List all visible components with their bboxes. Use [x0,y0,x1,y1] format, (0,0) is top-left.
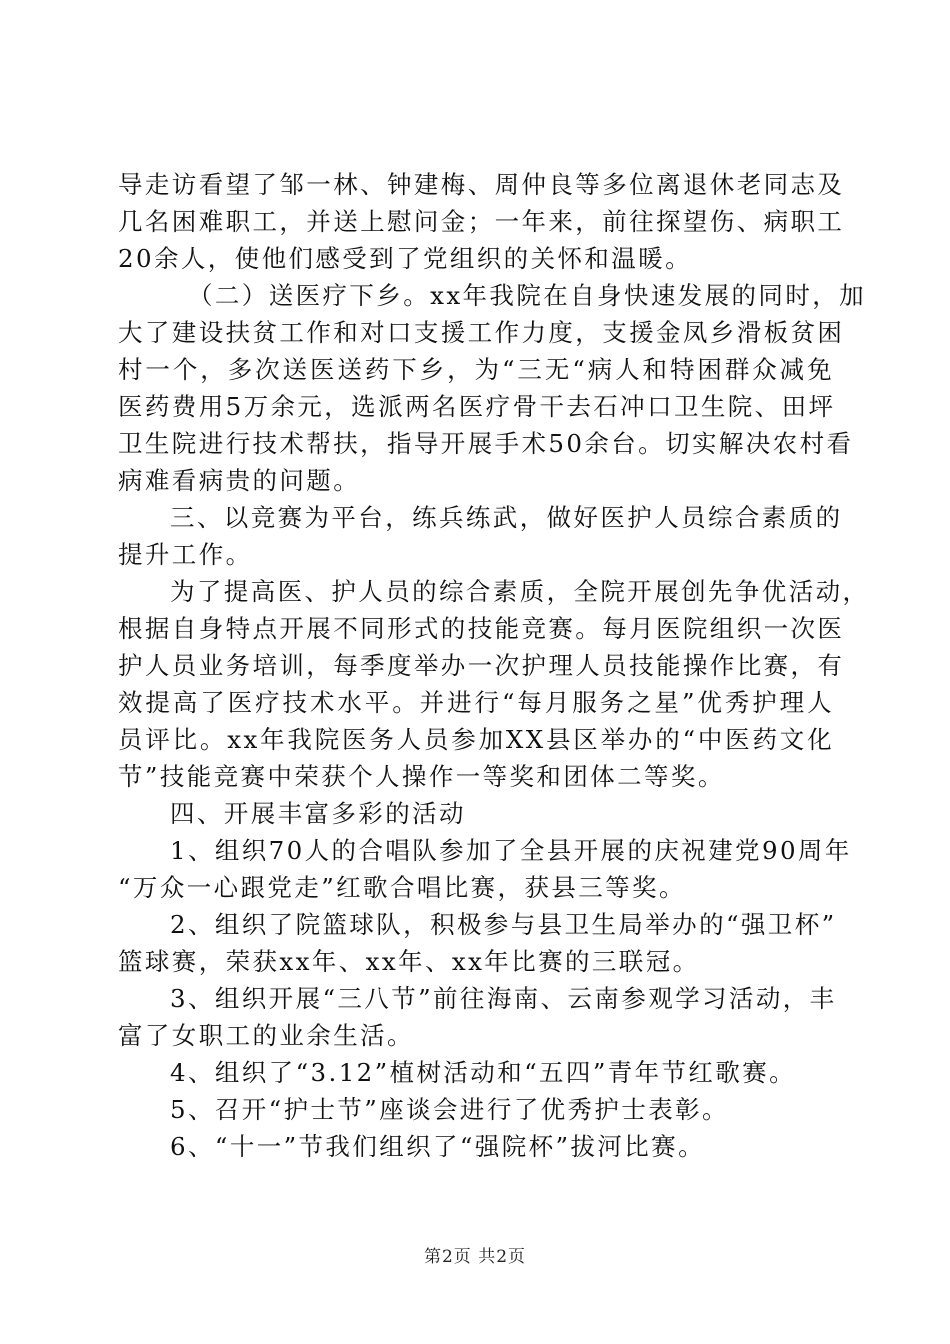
body-line-3: 20余人，使他们感受到了党组织的关怀和温暖。 [118,244,692,273]
section-heading-4: 四、开展丰富多彩的活动 [170,799,466,828]
list-item-1-line-1: 1、组织70人的合唱队参加了全县开展的庆祝建党90周年 [170,836,852,865]
list-item-6: 6、“十一”节我们组织了“强院杯”拔河比赛。 [170,1132,705,1161]
body-line-5: 大了建设扶贫工作和对口支援工作力度，支援金凤乡滑板贫困 [118,318,845,347]
body-line-8: 卫生院进行技术帮扶，指导开展手术50余台。切实解决农村看 [118,429,854,458]
body-line-15: 效提高了医疗技术水平。并进行“每月服务之星”优秀护理人 [118,688,834,717]
body-line-13: 根据自身特点开展不同形式的技能竞赛。每月医院组织一次医 [118,614,845,643]
list-item-2-line-2: 篮球赛，荣获xx年、xx年、xx年比赛的三联冠。 [118,947,700,976]
body-line-6: 村一个，多次送医送药下乡，为“三无“病人和特困群众减免 [118,355,834,384]
body-line-1: 导走访看望了邹一林、钟建梅、周仲良等多位离退休老同志及 [118,170,845,199]
body-line-11: 提升工作。 [118,540,253,569]
list-item-1-line-2: “万众一心跟党走”红歌合唱比赛，获县三等奖。 [118,873,686,902]
page-number-footer: 第2页 共2页 [423,1247,527,1267]
list-item-4: 4、组织了“3.12”植树活动和“五四”青年节红歌赛。 [170,1058,797,1087]
body-line-9: 病难看病贵的问题。 [118,466,361,495]
document-body [118,166,870,1165]
list-item-3-line-2: 富了女职工的业余生活。 [118,1021,414,1050]
body-line-2: 几名困难职工，并送上慰问金；一年来，前往探望伤、病职工 [118,207,845,236]
body-line-16: 员评比。xx年我院医务人员参加XX县区举办的“中医药文化 [118,725,834,754]
list-item-3-line-1: 3、组织开展“三八节”前往海南、云南参观学习活动，丰 [170,984,837,1013]
body-line-17: 节”技能竞赛中荣获个人操作一等奖和团体二等奖。 [118,762,725,791]
body-line-14: 护人员业务培训，每季度举办一次护理人员技能操作比赛，有 [118,651,845,680]
body-line-4: （二）送医疗下乡。xx年我院在自身快速发展的同时，加 [188,281,867,310]
section-heading-3: 三、以竞赛为平台，练兵练武，做好医护人员综合素质的 [170,503,843,532]
list-item-2-line-1: 2、组织了院篮球队，积极参与县卫生局举办的“强卫杯” [170,910,837,939]
list-item-5: 5、召开“护士节”座谈会进行了优秀护士表彰。 [170,1095,729,1124]
body-line-12: 为了提高医、护人员的综合素质，全院开展创先争优活动， [170,577,870,606]
body-line-7: 医药费用5万余元，选派两名医疗骨干去石冲口卫生院、田坪 [118,392,836,421]
